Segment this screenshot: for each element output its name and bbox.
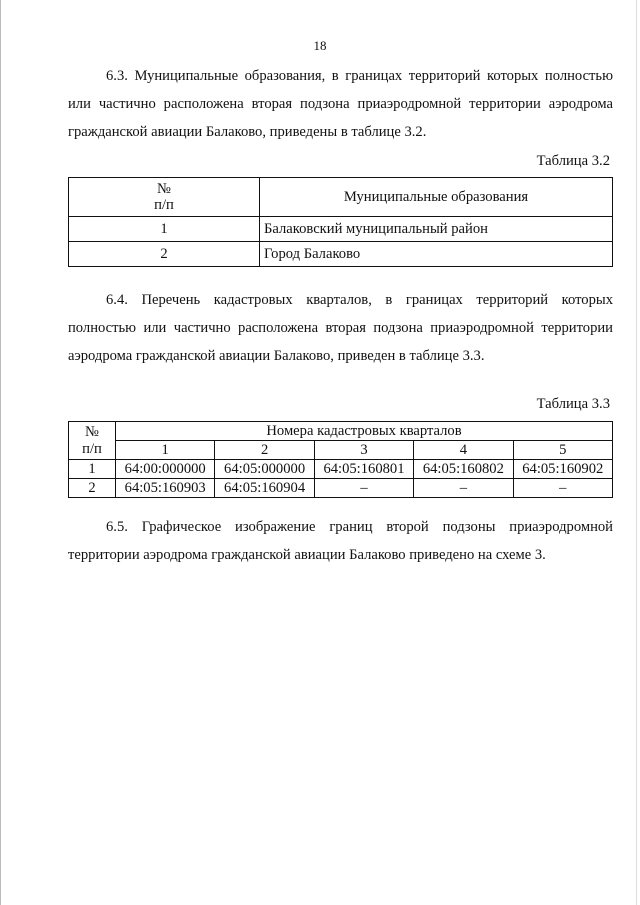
paragraph-6-3-text: 6.3. Муниципальные образования, в границах территорий которых полностью или частично расположена вторая подзона приаэродромной территории аэродрома гражданской авиации Балаково, приведены в таблице 3.2.	[68, 68, 613, 140]
cadastral-cell: 64:05:160802	[414, 460, 513, 479]
header-num-cell	[69, 178, 260, 217]
table-3-3	[68, 421, 613, 498]
header-num-symbol: №	[157, 181, 171, 197]
cadastral-cell: 64:00:000000	[116, 460, 215, 479]
col-number-cell: 3	[314, 441, 413, 460]
row-num-cell: 2	[69, 479, 116, 498]
cadastral-cell: 64:05:160902	[513, 460, 612, 479]
table-3-2	[68, 177, 613, 267]
table-3-3-caption: Таблица 3.3	[536, 396, 610, 412]
row-name-cell: Город Балаково	[260, 242, 613, 267]
header-num-abbr: п/п	[82, 440, 102, 457]
header-num-cell	[69, 422, 116, 460]
table-header-row	[69, 178, 613, 217]
cadastral-cell: 64:05:160801	[314, 460, 413, 479]
table-row	[69, 242, 613, 267]
scan-edge-left	[0, 0, 1, 905]
paragraph-6-4	[68, 286, 613, 370]
header-num-symbol: №	[85, 423, 99, 440]
paragraph-6-5-text: 6.5. Графическое изображение границ второй подзоны приаэродромной территории аэродрома гражданской авиации Балаково приведено на схеме 3.	[68, 519, 613, 563]
cadastral-cell: 64:05:160903	[116, 479, 215, 498]
header-name-cell: Муниципальные образования	[260, 178, 613, 217]
table-row	[69, 460, 613, 479]
col-number-cell: 1	[116, 441, 215, 460]
cadastral-cell: –	[513, 479, 612, 498]
cadastral-cell: –	[414, 479, 513, 498]
table-row	[69, 217, 613, 242]
row-num-cell: 2	[69, 242, 260, 267]
table-header-row	[69, 422, 613, 441]
paragraph-6-4-text: 6.4. Перечень кадастровых кварталов, в границах территорий которых полностью или частично расположена вторая подзона приаэродромной территории аэродрома гражданской авиации Балаково, приведен в таблице 3.3.	[68, 292, 613, 364]
col-number-cell: 5	[513, 441, 612, 460]
cadastral-cell: 64:05:000000	[215, 460, 314, 479]
paragraph-6-3	[68, 62, 613, 146]
col-number-cell: 2	[215, 441, 314, 460]
row-name-cell: Балаковский муниципальный район	[260, 217, 613, 242]
scan-edge-right	[636, 0, 637, 905]
col-number-cell: 4	[414, 441, 513, 460]
cadastral-cell: 64:05:160904	[215, 479, 314, 498]
cadastral-cell: –	[314, 479, 413, 498]
page-number: 18	[313, 38, 327, 53]
table-3-2-caption: Таблица 3.2	[536, 153, 610, 169]
table-subheader-row	[69, 441, 613, 460]
table-row	[69, 479, 613, 498]
row-num-cell: 1	[69, 460, 116, 479]
header-group-cell: Номера кадастровых кварталов	[116, 422, 613, 441]
paragraph-6-5	[68, 513, 613, 569]
header-num-abbr: п/п	[154, 197, 174, 213]
row-num-cell: 1	[69, 217, 260, 242]
